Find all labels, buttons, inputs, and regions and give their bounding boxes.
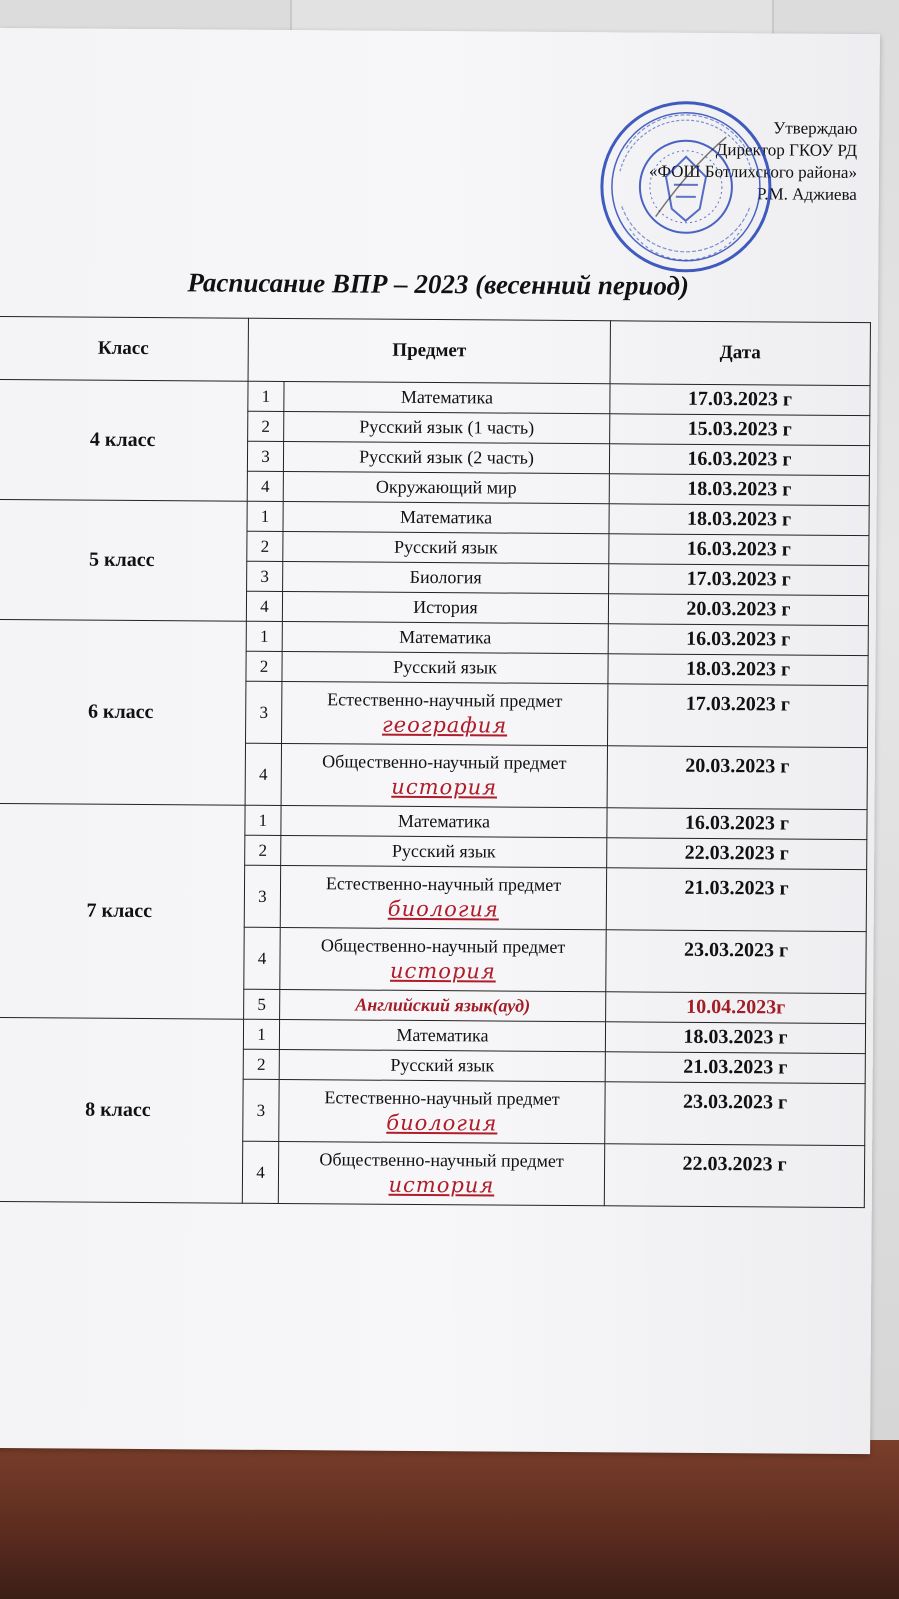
floor-background	[0, 1440, 899, 1599]
row-number: 3	[247, 561, 283, 591]
subject-cell	[280, 865, 606, 929]
handwritten-note: география	[381, 712, 508, 738]
approval-line-3: «ФОШ Ботлихского района»	[648, 161, 858, 182]
subject-name: Математика	[397, 810, 491, 832]
subject-cell	[284, 411, 610, 443]
date-cell: 10.04.2023г	[606, 992, 866, 1024]
subject-name: Общественно-научный предмет	[322, 751, 567, 773]
subject-cell	[283, 531, 609, 563]
subject-name: Русский язык	[391, 840, 496, 862]
row-number: 1	[243, 1019, 279, 1049]
subject-name: Математика	[399, 626, 492, 648]
subject-name: Общественно-научный предмет	[319, 1149, 564, 1171]
subject-name: Русский язык	[390, 1054, 495, 1076]
subject-cell	[282, 651, 608, 683]
row-number: 1	[248, 381, 284, 411]
approval-line-4: Р.М. Аджиева	[756, 184, 857, 204]
row-number: 3	[247, 441, 283, 471]
table-row	[0, 1017, 866, 1053]
subject-name: Окружающий мир	[375, 476, 517, 498]
subject-cell	[279, 1079, 605, 1143]
schedule-sheet	[0, 28, 880, 1454]
class-label: 8 класс	[0, 1017, 244, 1203]
row-number: 2	[247, 531, 283, 561]
subject-cell	[283, 501, 609, 533]
subject-name: Математика	[396, 1024, 489, 1046]
handwritten-note: история	[389, 958, 496, 984]
subject-cell	[284, 381, 610, 413]
date-cell: 18.03.2023 г	[608, 654, 868, 686]
subject-name: История	[413, 596, 478, 618]
subject-cell	[282, 621, 608, 653]
date-cell: 21.03.2023 г	[606, 868, 866, 932]
subject-cell	[281, 835, 607, 867]
row-number: 4	[242, 1141, 278, 1203]
row-number: 1	[245, 805, 281, 835]
date-cell: 22.03.2023 г	[604, 1144, 864, 1208]
row-number: 3	[243, 1079, 279, 1141]
date-cell: 17.03.2023 г	[609, 564, 869, 596]
subject-cell	[283, 471, 609, 503]
subject-cell	[280, 989, 606, 1021]
class-label: 4 класс	[0, 379, 248, 501]
subject-cell	[281, 743, 607, 807]
subject-name: Естественно-научный предмет	[324, 1087, 560, 1109]
subject-name: Русский язык	[393, 536, 498, 558]
subject-name: Естественно-научный предмет	[325, 873, 562, 895]
handwritten-note: история	[388, 1172, 495, 1198]
table-row	[0, 379, 870, 415]
header-date: Дата	[610, 321, 870, 386]
approval-line-2: Директор ГКОУ РД	[715, 140, 858, 160]
subject-cell	[282, 681, 608, 745]
date-cell: 16.03.2023 г	[608, 624, 868, 656]
subject-name: Общественно-научный предмет	[320, 935, 566, 957]
row-number: 2	[243, 1049, 279, 1079]
class-label: 7 класс	[0, 803, 245, 1019]
official-stamp	[595, 96, 776, 277]
subject-cell	[283, 441, 609, 473]
schedule-table	[0, 316, 871, 1208]
handwritten-note: история	[391, 774, 498, 800]
subject-cell	[280, 927, 606, 991]
row-number: 2	[246, 651, 282, 681]
subject-name: Биология	[409, 566, 482, 588]
row-number: 3	[246, 681, 282, 743]
row-number: 2	[248, 411, 284, 441]
row-number: 2	[245, 835, 281, 865]
subject-name: Математика	[399, 506, 493, 528]
subject-cell	[278, 1141, 604, 1205]
date-cell: 16.03.2023 г	[607, 808, 867, 840]
subject-name: Английский язык(ауд)	[355, 994, 531, 1016]
subject-name: Русский язык (2 часть)	[359, 446, 535, 468]
row-number: 5	[244, 989, 280, 1019]
handwritten-note: биология	[386, 1110, 498, 1136]
table-row	[0, 803, 867, 839]
table-header-row	[0, 316, 870, 385]
date-cell: 22.03.2023 г	[607, 838, 867, 870]
date-cell: 16.03.2023 г	[609, 444, 869, 476]
date-cell: 18.03.2023 г	[609, 504, 869, 536]
page-title: Расписание ВПР – 2023 (весенний период)	[187, 267, 690, 301]
subject-name: Русский язык	[393, 656, 497, 678]
date-cell: 18.03.2023 г	[609, 474, 869, 506]
header-subject: Предмет	[248, 318, 610, 384]
date-cell: 20.03.2023 г	[607, 746, 867, 810]
row-number: 4	[244, 927, 280, 989]
subject-name: Естественно-научный предмет	[327, 689, 563, 711]
subject-cell	[282, 591, 608, 623]
date-cell: 17.03.2023 г	[610, 384, 870, 416]
date-cell: 17.03.2023 г	[608, 684, 868, 748]
table-row	[0, 619, 868, 655]
subject-cell	[279, 1019, 605, 1051]
row-number: 4	[246, 591, 282, 621]
class-label: 5 класс	[0, 499, 247, 621]
row-number: 3	[244, 865, 280, 927]
row-number: 4	[247, 471, 283, 501]
date-cell: 21.03.2023 г	[605, 1052, 865, 1084]
table-row	[0, 499, 869, 535]
date-cell: 18.03.2023 г	[605, 1022, 865, 1054]
subject-name: Математика	[400, 386, 494, 408]
row-number: 1	[247, 501, 283, 531]
subject-cell	[281, 805, 607, 837]
date-cell: 20.03.2023 г	[608, 594, 868, 626]
subject-name: Русский язык (1 часть)	[359, 416, 535, 438]
approval-line-1: Утверждаю	[773, 118, 858, 138]
subject-cell	[279, 1049, 605, 1081]
header-class: Класс	[0, 316, 248, 381]
class-label: 6 класс	[0, 619, 246, 805]
handwritten-note: биология	[387, 896, 499, 922]
date-cell: 15.03.2023 г	[610, 414, 870, 446]
subject-cell	[283, 561, 609, 593]
row-number: 1	[246, 621, 282, 651]
date-cell: 23.03.2023 г	[605, 1082, 865, 1146]
row-number: 4	[245, 743, 281, 805]
date-cell: 23.03.2023 г	[606, 930, 866, 994]
date-cell: 16.03.2023 г	[609, 534, 869, 566]
